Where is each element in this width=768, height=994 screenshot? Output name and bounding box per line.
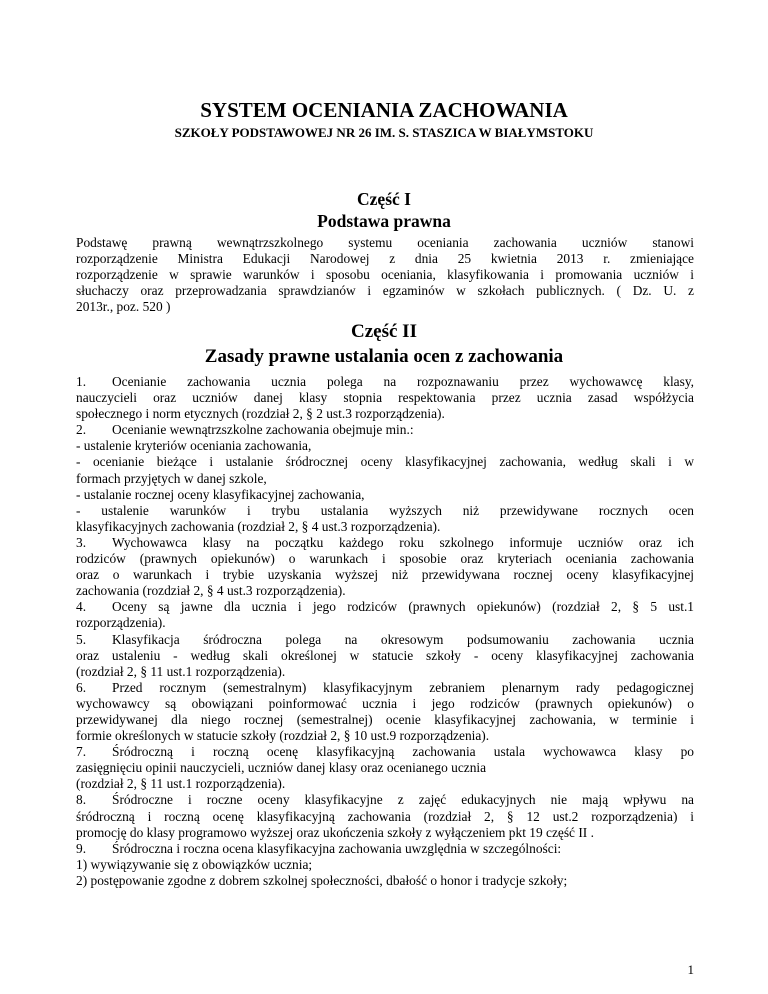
numbered-item-line (76, 374, 694, 390)
numbered-item-line (76, 792, 694, 808)
line-text: Śródroczne i roczne oceny klasyfikacyjne z zajęć edukacyjnych nie mają wpływu na (112, 792, 694, 808)
document-title: SYSTEM OCENIANIA ZACHOWANIA (200, 98, 568, 122)
numbered-item-line (76, 599, 694, 615)
body-line (76, 551, 694, 567)
numbered-item-line (76, 744, 694, 760)
part1-line: rozporządzenie w sprawie warunków i sposobu oceniania, klasyfikowania i promowania uczniów i (76, 267, 694, 283)
line-text: - ustalenie warunków i trybu ustalania wyższych niż przewidywane rocznych ocen (76, 502, 694, 518)
body-line (76, 712, 694, 728)
item-number: 8. (76, 792, 87, 808)
body-line (76, 760, 694, 776)
line-text: 1) wywiązywanie się z obowiązków ucznia; (76, 856, 313, 872)
line-text: Oceny są jawne dla ucznia i jego rodziców (prawnych opiekunów) (rozdział 2, § 5 ust.1 (112, 599, 694, 615)
part2-body (76, 374, 694, 889)
line-text: - ocenianie bieżące i ustalanie śródrocznej oceny klasyfikacyjnej zachowania, według skali i w (76, 454, 694, 470)
numbered-item-line (76, 680, 694, 696)
item-number: 6. (76, 679, 87, 695)
item-number: 9. (76, 840, 87, 856)
body-line (76, 583, 694, 599)
line-text: oraz ustaleniu - według skali określonej w statucie szkoły - oceny klasyfikacyjnej zachowania (76, 647, 694, 663)
body-line (76, 776, 694, 792)
item-number: 1. (76, 374, 87, 389)
item-number: 3. (76, 534, 87, 550)
line-text: formach przyjętych w danej szkole, (76, 470, 267, 486)
line-text: oraz o warunkach i trybie uzyskania wyższej niż przewidywana rocznej oceny klasyfikacyjnej (76, 567, 694, 583)
part2-subheading: Zasady prawne ustalania ocen z zachowania (204, 346, 564, 367)
body-line (76, 857, 694, 873)
part1-paragraph (76, 235, 694, 315)
line-text: wychowawcy są obowiązani poinformować ucznia i jego rodziców (prawnych opiekunów) o (76, 695, 694, 711)
line-text: rodziców (prawnych opiekunów) o warunkach i sposobie oraz kryteriach oceniania zachowania (76, 551, 694, 567)
line-text: klasyfikacyjnych zachowania (rozdział 2, § 4 ust.3 rozporządzenia). (76, 518, 441, 534)
line-text: Wychowawca klasy na początku każdego roku szkolnego informuje uczniów oraz ich (112, 534, 694, 550)
body-line (76, 454, 694, 470)
item-number: 2. (76, 422, 87, 438)
numbered-item-line (76, 632, 694, 648)
body-line (76, 519, 694, 535)
body-line (76, 567, 694, 583)
line-text: - ustalanie rocznej oceny klasyfikacyjnej zachowania, (76, 486, 365, 502)
body-line (76, 471, 694, 487)
line-text: przewidywanej dla niego rocznej (semestralnej) ocenie klasyfikacyjnej zachowania, w terminie i (76, 711, 694, 727)
line-text: zachowania (rozdział 2, § 4 ust.3 rozporządzenia). (76, 583, 346, 599)
numbered-item-line (76, 535, 694, 551)
line-text: rozporządzenia). (76, 615, 166, 631)
part1-line: rozporządzenie Ministra Edukacji Narodowej z dnia 25 kwietnia 2013 r. zmieniające (76, 251, 694, 267)
body-line (76, 728, 694, 744)
line-text: - ustalenie kryteriów oceniania zachowania, (76, 438, 312, 454)
line-text: formie określonych w statucie szkoły (rozdział 2, § 10 ust.9 rozporządzenia). (76, 728, 490, 744)
numbered-item-line (76, 422, 694, 438)
item-number: 4. (76, 599, 87, 615)
body-line (76, 648, 694, 664)
line-text: Klasyfikacja śródroczna polega na okresowym podsumowaniu zachowania ucznia (112, 631, 694, 647)
item-number: 7. (76, 744, 87, 760)
line-text: nauczycieli oraz uczniów danej klasy stopnia respektowania przez ucznia zasad współżycia (76, 390, 694, 406)
document-subtitle: SZKOŁY PODSTAWOWEJ NR 26 IM. S. STASZICA W BIAŁYMSTOKU (174, 125, 594, 140)
body-line (76, 825, 694, 841)
line-text: (rozdział 2, § 11 ust.1 rozporządzenia). (76, 776, 286, 792)
line-text: Śródroczną i roczną ocenę klasyfikacyjną zachowania ustala wychowawca klasy po (112, 744, 694, 760)
part1-line: słuchaczy oraz przeprowadzania sprawdzianów i egzaminów w szkołach publicznych. ( Dz. U. z (76, 283, 694, 299)
body-line (76, 664, 694, 680)
body-line (76, 873, 694, 889)
line-text: promocję do klasy programowo wyższej oraz ukończenia szkoły z wyłączeniem pkt 19 część II . (76, 824, 594, 840)
part2-heading: Część II (351, 321, 417, 342)
item-number: 5. (76, 631, 87, 647)
body-line (76, 503, 694, 519)
body-line (76, 809, 694, 825)
part1-line: 2013r., poz. 520 ) (76, 299, 171, 315)
line-text: Przed rocznym (semestralnym) klasyfikacyjnym zebraniem plenarnym rady pedagogicznej (112, 679, 694, 695)
body-line (76, 696, 694, 712)
line-text: śródroczną i roczną ocenę klasyfikacyjną zachowania (rozdział 2, § 12 ust.2 rozporządzenia) i (76, 808, 694, 824)
part1-heading: Część I (357, 189, 411, 209)
body-line (76, 438, 694, 454)
line-text: Ocenianie wewnątrzszkolne zachowania obejmuje min.: (112, 422, 414, 438)
line-text: (rozdział 2, § 11 ust.1 rozporządzenia). (76, 663, 286, 679)
page-number: 1 (687, 962, 694, 977)
part1-subheading: Podstawa prawna (317, 211, 451, 231)
body-line (76, 390, 694, 406)
numbered-item-line (76, 841, 694, 857)
body-line (76, 615, 694, 631)
body-line (76, 406, 694, 422)
line-text: zasięgnięciu opinii nauczycieli, uczniów danej klasy oraz ocenianego ucznia (76, 760, 487, 776)
body-line (76, 487, 694, 503)
line-text: społecznego i norm etycznych (rozdział 2, § 2 ust.3 rozporządzenia). (76, 406, 445, 422)
line-text: Śródroczna i roczna ocena klasyfikacyjna zachowania uwzględnia w szczególności: (112, 840, 562, 856)
part1-line: Podstawę prawną wewnątrzszkolnego systemu oceniania zachowania uczniów stanowi (76, 235, 694, 250)
line-text: Ocenianie zachowania ucznia polega na rozpoznawaniu przez wychowawcę klasy, (112, 374, 694, 389)
line-text: 2) postępowanie zgodne z dobrem szkolnej społeczności, dbałość o honor i tradycje szkoły; (76, 872, 568, 888)
